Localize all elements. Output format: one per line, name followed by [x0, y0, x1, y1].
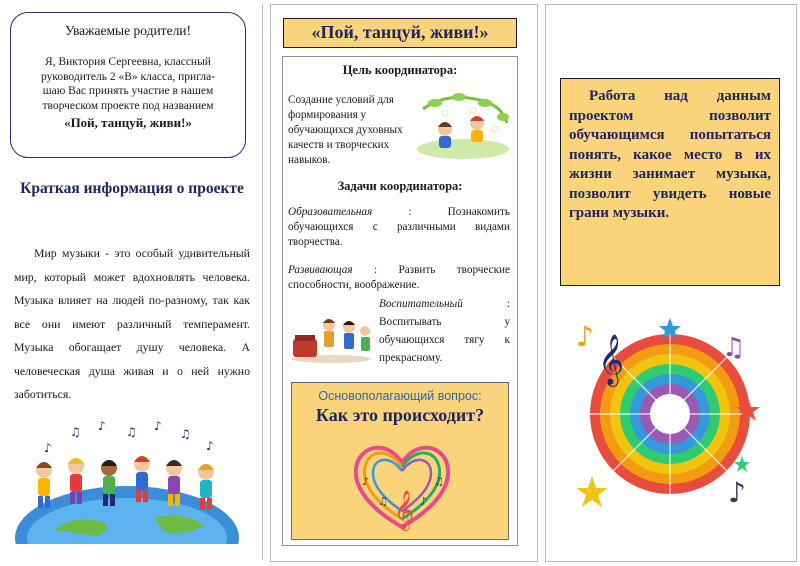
task-upbringing: [379, 295, 510, 367]
kids-playing-illustration: [415, 89, 511, 159]
kids-musicians-illustration: [289, 311, 373, 363]
task-upbringing-text: : Воспитывать у обучающихся тягу к прекрасному.: [379, 298, 510, 364]
svg-text:𝄞: 𝄞: [598, 334, 625, 385]
svg-text:♫: ♫: [126, 425, 137, 439]
info-heading: Краткая информация о проекте: [20, 180, 244, 197]
tasks-heading: Задачи координатора:: [337, 179, 463, 193]
info-text: Мир музыки - это особый удивительный мир, который может вдохновлять человека. Музыка влияет на людей по-разному, так как все они имеют различный темперамент. Музыка обогащает душу человека. А человеческая душа живая и о ней нужно заботиться.: [14, 246, 250, 401]
svg-text:♫: ♫: [434, 475, 444, 488]
svg-text:♪: ♪: [154, 419, 162, 433]
svg-text:♪: ♪: [420, 495, 428, 508]
svg-text:♪: ♪: [98, 419, 106, 433]
key-question: Как это происходит?: [315, 405, 485, 425]
panel-divider-left: [262, 4, 263, 560]
key-question-box: [291, 382, 509, 540]
svg-text:♫: ♫: [180, 427, 191, 441]
brochure-title: «Пой, танцуй, живи!»: [283, 18, 517, 48]
svg-text:♪: ♪: [576, 320, 594, 353]
music-heart-illustration: [344, 435, 460, 535]
children-globe-illustration: [14, 418, 240, 544]
task-developmental: [288, 263, 510, 293]
svg-text:♪: ♪: [206, 439, 214, 453]
svg-text:♪: ♪: [362, 475, 370, 488]
task-educational-label: Образовательная: [288, 206, 373, 218]
goal-heading: Цель координатора:: [342, 63, 458, 77]
letter-line-2: руководитель 2 «В» класса, пригла-: [40, 70, 216, 83]
key-question-label: Основополагающий вопрос:: [318, 389, 482, 403]
invitation-letter: [10, 12, 246, 158]
goal-text: Создание условий для формирования у обучающихся духовных качеств и творческих навыков.: [288, 94, 403, 166]
letter-line-1: Я, Виктория Сергеевна, классный: [45, 56, 211, 68]
task-developmental-label: Развивающая: [288, 264, 353, 276]
svg-text:♫: ♫: [378, 495, 388, 508]
svg-text:♪: ♪: [728, 476, 746, 509]
svg-text:♫: ♫: [70, 425, 81, 439]
svg-text:♪: ♪: [44, 441, 52, 455]
task-educational-text: : Познакомить обучающихся с различными видами творчества.: [288, 206, 510, 248]
conclusion-box: Работа над данным проектом позволит обучающимся попытаться понять, какое место в их жизни занимает музыка, позволит увидеть новые грани музыки.: [560, 78, 780, 286]
letter-body: [19, 55, 237, 113]
letter-line-4: творческом проекте под названием: [42, 99, 214, 112]
task-educational: [288, 205, 510, 250]
svg-text:𝄞: 𝄞: [394, 490, 415, 530]
coordinator-panel: [282, 56, 518, 546]
letter-greeting: Уважаемые родители!: [64, 23, 192, 38]
task-developmental-text: : Развить творческие способности, воображение.: [288, 264, 510, 291]
letter-project-name: «Пой, танцуй, живи!»: [64, 115, 192, 130]
svg-text:♫: ♫: [722, 333, 746, 363]
letter-line-3: шаю Вас принять участие в нашем: [42, 85, 214, 97]
task-upbringing-label: Воспитательный: [379, 298, 463, 310]
music-wheel-illustration: [572, 316, 768, 512]
